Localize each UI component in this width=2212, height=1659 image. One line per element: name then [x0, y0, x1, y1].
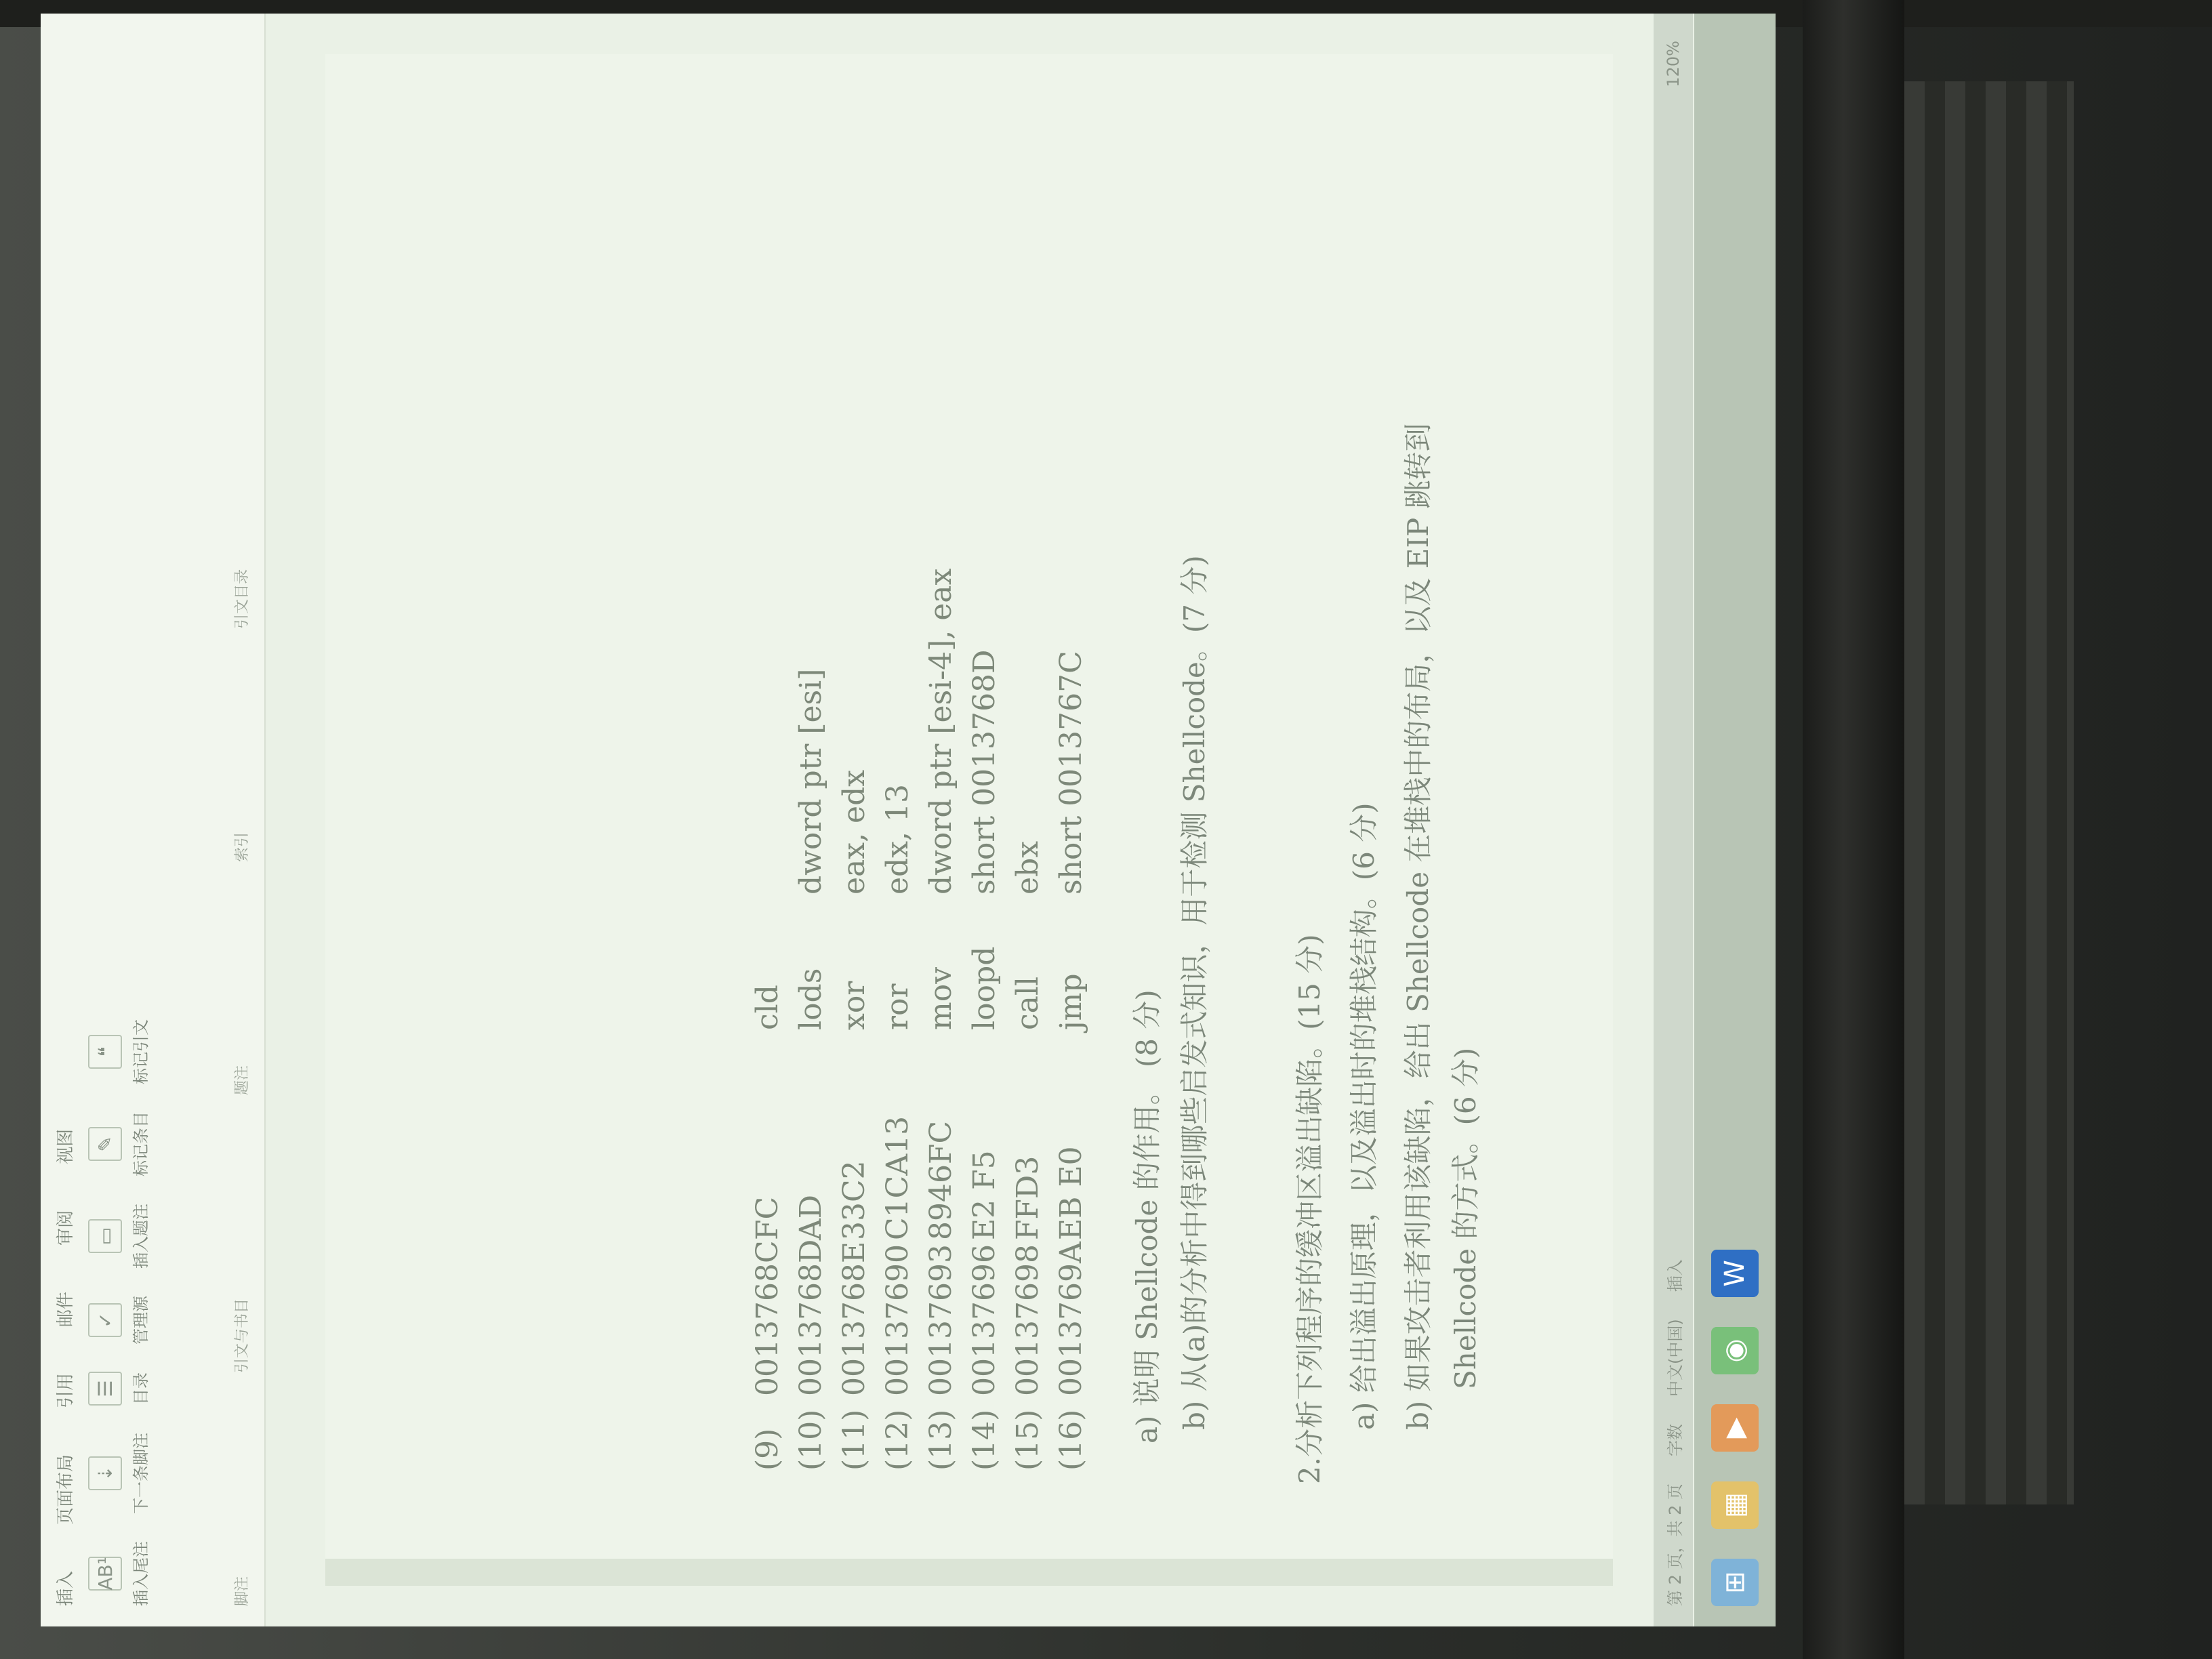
manage-sources-button[interactable]: ✓ 管理源 — [88, 1296, 151, 1345]
tab-view[interactable]: 视图 — [56, 1128, 76, 1164]
insert-endnote-button[interactable]: AB¹ 插入尾注 — [88, 1541, 151, 1606]
mark-citation-button[interactable]: ❝ 标记引文 — [88, 1019, 151, 1084]
footnote-icon: AB¹ — [88, 1557, 122, 1591]
question-2a: a) 给出溢出原理，以及溢出时的堆栈结构。(6 分) — [1347, 802, 1380, 1430]
desk-rail — [1904, 81, 2074, 1504]
question-a: a) 说明 Shellcode 的作用。 (8 分) — [1130, 989, 1164, 1443]
toc-icon: ☰ — [88, 1372, 122, 1406]
mark-citation-icon: ❝ — [88, 1035, 122, 1069]
page-margin — [325, 1559, 1613, 1586]
tab-mailings[interactable]: 邮件 — [56, 1291, 76, 1327]
windows-taskbar — [1694, 14, 1776, 1626]
ribbon-section-labels — [230, 569, 251, 1606]
asm-row: (15) 00137698 FFD3 call ebx — [1010, 840, 1045, 1471]
language[interactable]: 中文(中国) — [1665, 1319, 1685, 1397]
monitor-screen — [41, 14, 1776, 1626]
question-b: b) 从(a)的分析中得到哪些启发式知识，用于检测 Shellcode。(7 分) — [1178, 555, 1211, 1430]
insert-caption-button[interactable]: ▭ 插入题注 — [88, 1204, 151, 1269]
section-table-of-authorities: 引文目录 — [234, 569, 251, 629]
asm-row: (12) 00137690 C1CA13 ror edx, 13 — [880, 784, 915, 1471]
asm-row: (9) 0013768C FC cld — [750, 985, 785, 1471]
monitor-bezel — [1803, 0, 1904, 1659]
tab-references[interactable]: 引用 — [56, 1372, 76, 1408]
browser-icon[interactable]: ◉ — [1711, 1327, 1759, 1374]
asm-row: (16) 0013769A EB E0 jmp short 0013767C — [1053, 651, 1088, 1471]
page-count: 第 2 页，共 2 页 — [1665, 1483, 1685, 1606]
section-index: 索引 — [234, 832, 251, 862]
toc-button[interactable]: ☰ 目录 — [88, 1372, 151, 1406]
document-page[interactable] — [325, 54, 1613, 1586]
mark-entry-button[interactable]: ✎ 标记条目 — [88, 1111, 151, 1176]
asm-row: (10) 0013768D AD lods dword ptr [esi] — [793, 668, 828, 1471]
insert-mode[interactable]: 插入 — [1665, 1259, 1685, 1292]
status-bar — [1654, 14, 1693, 1626]
start-icon[interactable]: ⊞ — [1711, 1559, 1759, 1606]
asm-row: (11) 0013768E 33C2 xor eax, edx — [836, 769, 872, 1471]
word-app-icon[interactable]: W — [1711, 1250, 1759, 1297]
asm-row: (13) 00137693 8946FC mov dword ptr [esi-4], eax — [923, 568, 958, 1471]
word-count[interactable]: 字数 — [1665, 1423, 1685, 1456]
ribbon-tools — [88, 1019, 151, 1606]
question-2: 2.分析下列程序的缓冲区溢出缺陷。(15 分) — [1293, 934, 1326, 1484]
question-2b: b) 如果攻击者利用该缺陷，给出 Shellcode 在堆栈中的布局，以及 EIP 跳转到 — [1401, 423, 1435, 1430]
tab-insert[interactable]: 插入 — [56, 1570, 76, 1606]
tab-review[interactable]: 审阅 — [56, 1210, 76, 1246]
next-footnote-icon: ⇣ — [88, 1456, 122, 1490]
assembly-listing — [745, 569, 1092, 1471]
section-captions: 题注 — [234, 1065, 251, 1095]
tab-page-layout[interactable]: 页面布局 — [56, 1454, 76, 1525]
next-footnote-button[interactable]: ⇣ 下一条脚注 — [88, 1433, 151, 1514]
word-ribbon — [41, 14, 266, 1626]
question-2c: Shellcode 的方式。(6 分) — [1449, 1047, 1482, 1389]
media-player-icon[interactable]: ▶ — [1711, 1404, 1759, 1452]
ribbon-tabs — [47, 1122, 81, 1613]
manage-sources-icon: ✓ — [88, 1303, 122, 1337]
section-citations: 引文与书目 — [234, 1298, 251, 1373]
mark-entry-icon: ✎ — [88, 1127, 122, 1161]
folder-icon[interactable]: ▦ — [1711, 1481, 1759, 1529]
zoom-level[interactable]: 120% — [1664, 41, 1683, 87]
asm-row: (14) 00137696 E2 F5 loopd short 0013768D — [966, 649, 1002, 1471]
caption-icon: ▭ — [88, 1219, 122, 1253]
section-footnotes: 脚注 — [234, 1576, 251, 1606]
